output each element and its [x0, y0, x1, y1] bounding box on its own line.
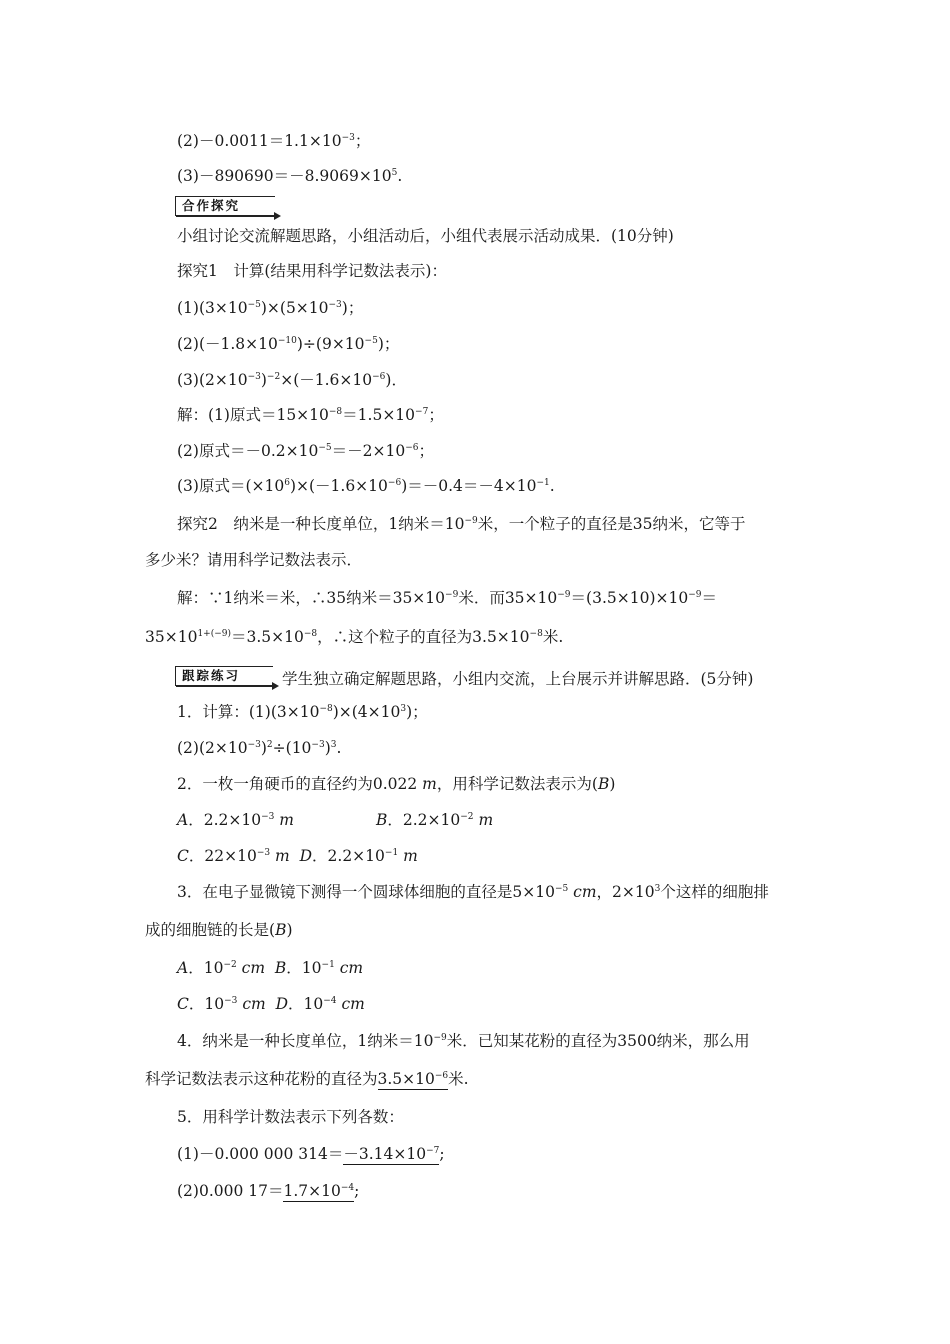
section-banner-practice: 跟踪练习: [175, 666, 273, 686]
practice-q2: 2．一枚一角硬币的直径约为0.022 m，用科学记数法表示为(B): [177, 775, 616, 793]
explore-2-question: 探究2 纳米是一种长度单位，1纳米$=10^{-9}$米，一个粒子的直径是35纳米，它等于: [177, 515, 746, 533]
explore-1-title: 探究1 计算(结果用科学记数法表示)：: [177, 262, 447, 280]
instruction-text: 小组讨论交流解题思路，小组活动后，小组代表展示活动成果．(10分钟): [177, 227, 674, 245]
explore-2-question-cont: 多少米？请用科学记数法表示．: [145, 551, 363, 569]
section-banner-cooperative: 合作探究: [175, 196, 275, 216]
practice-q2-option-cd: C．$22\times 10^{-3}$ m D．$2.2\times 10^{-1}$ m: [177, 847, 418, 865]
explore-1-q3: $(3)(2\times 10^{-3})^{-2}\times(-1.6\times 10^{-6})$．: [177, 371, 407, 389]
practice-q5-part1: (1)－0.000 000 $314=-3.14\times 10^{-7}$;: [177, 1145, 445, 1163]
practice-q1-part2: $(2)(2\times 10^{-3})^2\div(10^{-3})^3$.: [177, 739, 342, 757]
practice-q3-option-ab: A．$10^{-2}$ cm B．$10^{-1}$ cm: [177, 959, 364, 977]
practice-instruction: 学生独立确定解题思路，小组内交流，上台展示并讲解思路．(5分钟): [282, 670, 754, 688]
practice-q5-part2: (2)0.000 $17=1.7\times 10^{-4}$;: [177, 1182, 360, 1200]
practice-q3-cont: 成的细胞链的长是(B): [145, 921, 293, 939]
explore-1-sol2: (2)原式$=-0.2\times 10^{-5}=-2\times 10^{-6}$；: [177, 442, 434, 460]
explore-1-sol1: 解：(1)原式$=15\times 10^{-8}=1.5\times 10^{-7}$；: [177, 406, 444, 424]
practice-q4: 4．纳米是一种长度单位，1纳米$=10^{-9}$米．已知某花粉的直径为3500纳米，那么用: [177, 1032, 750, 1050]
explore-1-q1: $(1)(3\times 10^{-5})\times(5\times 10^{-3})$；: [177, 299, 364, 317]
practice-q5: 5．用科学计数法表示下列各数：: [177, 1108, 404, 1126]
practice-q1: 1．计算：$(1)(3\times 10^{-8})\times(4\times 10^3)$；: [177, 703, 428, 721]
explore-1-sol3: (3)原式$=(\times 10^6)\times(-1.6\times 10^{-6})=-0.4=-4\times 10^{-1}$.: [177, 477, 555, 495]
line-3-answer: $(3)-890690=-8.9069\times 10^5$.: [177, 167, 403, 185]
practice-q2-option-a: A．$2.2\times 10^{-3}$ m: [177, 811, 294, 829]
practice-q3-option-cd: C．$10^{-3}$ cm D．$10^{-4}$ cm: [177, 995, 365, 1013]
practice-q2-option-b: B．$2.2\times 10^{-2}$ m: [376, 811, 494, 829]
explore-2-solution: 解：∵1纳米＝米，∴35纳米$=35\times 10^{-9}$米．而$35\times 10^{-9}=(3.5\times 10)\times 10^{-9}=$: [177, 589, 717, 607]
practice-q3: 3．在电子显微镜下测得一个圆球体细胞的直径是$5\times 10^{-5}$ cm，$2\times 10^3$个这样的细胞排: [177, 883, 769, 901]
explore-1-q2: $(2)(-1.8\times 10^{-10})\div(9\times 10^{-5})$；: [177, 335, 400, 353]
practice-q4-cont: 科学记数法表示这种花粉的直径为$3.5\times 10^{-6}$米.: [145, 1070, 469, 1088]
line-2-answer: $(2)-0.0011=1.1\times 10^{-3}$；: [177, 132, 371, 150]
explore-2-solution-cont: $35\times 10^{1+(-9)}=3.5\times 10^{-8}$，∴这个粒子的直径为$3.5\times 10^{-8}$米.: [145, 628, 564, 646]
